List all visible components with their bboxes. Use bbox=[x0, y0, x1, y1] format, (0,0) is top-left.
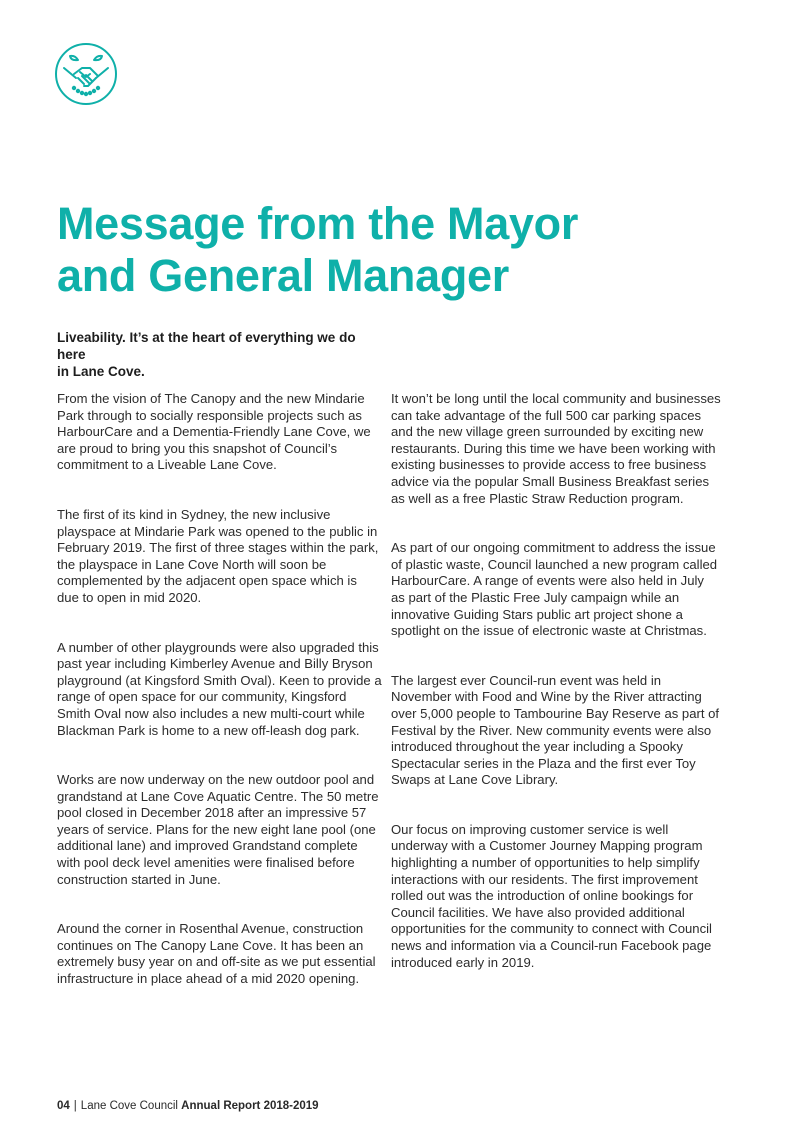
footer-report-title: Annual Report 2018-2019 bbox=[181, 1100, 319, 1112]
paragraph: Around the corner in Rosenthal Avenue, construction continues on The Canopy Lane Cove. It has been an extremely busy year on and off-site as we put essential infrastructure in place ahead of a mid 2020 opening. bbox=[57, 921, 376, 987]
title-line-2: and General Manager bbox=[57, 250, 509, 301]
title-line-1: Message from the Mayor bbox=[57, 198, 579, 249]
footer-council: Lane Cove Council bbox=[80, 1100, 178, 1112]
paragraph: From the vision of The Canopy and the new Mindarie Park through to socially responsible projects such as HarbourCare and a Dementia-Friendly Lane Cove, we are proud to bring you this snapshot of Council’s commitment to a Liveable Lane Cove. bbox=[57, 391, 371, 473]
footer-separator: | bbox=[73, 1100, 77, 1112]
page-number: 04 bbox=[57, 1100, 70, 1112]
page-footer bbox=[57, 1099, 319, 1113]
intro-line-2: in Lane Cove. bbox=[57, 364, 145, 379]
paragraph: As part of our ongoing commitment to address the issue of plastic waste, Council launched a new program called HarbourCare. A range of events were also held in July as part of the Plastic Free July campaign while an innovative Guiding Stars public art project shone a spotlight on the issue of electronic waste at Christmas. bbox=[391, 540, 718, 639]
intro-line-1: Liveability. It’s at the heart of everything we do here bbox=[57, 330, 356, 362]
page-title bbox=[57, 198, 677, 302]
left-column bbox=[57, 391, 382, 1021]
paragraph: Our focus on improving customer service is well underway with a Customer Journey Mapping program highlighting a number of opportunities to help simplify interactions with our residents. The first improvement rolled out was the introduction of online bookings for Council facilities. We have also provided additional opportunities for the community to connect with Council news and information via a Council-run Facebook page introduced early in 2019. bbox=[391, 821, 712, 970]
paragraph: The largest ever Council-run event was held in November with Food and Wine by the River attracting over 5,000 people to Tambourine Bay Reserve as part of Festival by the River. New community events were also introduced throughout the year including a Spooky Spectacular series in the Plaza and the first ever Toy Swaps at Lane Cove Library. bbox=[391, 672, 720, 788]
paragraph: Works are now underway on the new outdoor pool and grandstand at Lane Cove Aquatic Centre. The 50 metre pool closed in December 2018 after an impressive 57 years of service. Plans for the new eight lane pool (one additional lane) and improved Grandstand complete with pool deck level amenities were finalised before construction started in June. bbox=[57, 772, 379, 887]
intro-lead bbox=[57, 329, 387, 380]
paragraph: A number of other playgrounds were also upgraded this past year including Kimberley Avenue and Billy Bryson playground (at Kingsford Smith Oval). Keen to provide a range of open space for our community, Kingsford Smith Oval now also includes a new multi-court while Blackman Park is home to a new off-leash dog park. bbox=[57, 639, 382, 738]
paragraph: The first of its kind in Sydney, the new inclusive playspace at Mindarie Park was opened to the public in February 2019. The first of three stages within the park, the playspace in Lane Cove North will soon be complemented by the adjacent open space which is due to open in mid 2020. bbox=[57, 506, 379, 605]
right-column bbox=[391, 391, 721, 1004]
paragraph: It won’t be long until the local community and businesses can take advantage of the full 500 car parking spaces and the new village green surrounded by exciting new restaurants. During this time we have been working with existing businesses to provide access to free business advice via the popular Small Business Breakfast series as well as a free Plastic Straw Reduction program. bbox=[391, 391, 721, 506]
handshake-icon bbox=[54, 42, 118, 106]
